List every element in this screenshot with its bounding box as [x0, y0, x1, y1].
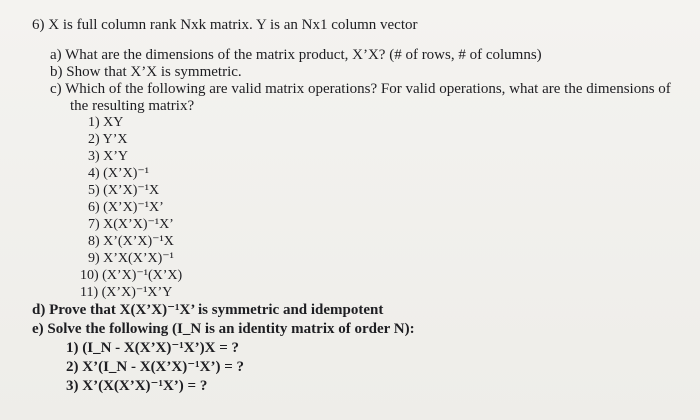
solve-item: 1) (I_N - X(X’X)⁻¹X’)X = ? [66, 340, 240, 356]
operation-item: 3) X’Y [88, 149, 129, 164]
operation-item: 10) (X’X)⁻¹(X’X) [80, 268, 183, 283]
operation-item: 1) XY [88, 115, 124, 130]
part-c: c) Which of the following are valid matrix operations? For valid operations, what are the dimensions of [50, 81, 671, 97]
operation-item: 8) X’(X’X)⁻¹X [88, 234, 174, 249]
operation-item: 5) (X’X)⁻¹X [88, 183, 160, 198]
part-c-continuation: the resulting matrix? [70, 98, 195, 114]
part-d: d) Prove that X(X’X)⁻¹X’ is symmetric and idempotent [32, 302, 384, 318]
operation-item: 11) (X’X)⁻¹X’Y [80, 285, 173, 300]
operation-item: 4) (X’X)⁻¹ [88, 166, 149, 181]
operation-item: 6) (X’X)⁻¹X’ [88, 200, 164, 215]
part-b: b) Show that X’X is symmetric. [50, 64, 242, 80]
solve-item: 2) X’(I_N - X(X’X)⁻¹X’) = ? [66, 359, 245, 375]
part-a: a) What are the dimensions of the matrix product, X’X? (# of rows, # of columns) [50, 47, 542, 63]
problem-header: 6) X is full column rank Nxk matrix. Y is an Nx1 column vector [32, 17, 418, 33]
operation-item: 2) Y’X [88, 132, 128, 147]
part-e: e) Solve the following (I_N is an identity matrix of order N): [32, 321, 415, 337]
operation-item: 9) X’X(X’X)⁻¹ [88, 251, 174, 266]
solve-item: 3) X’(X(X’X)⁻¹X’) = ? [66, 378, 208, 394]
operation-item: 7) X(X’X)⁻¹X’ [88, 217, 174, 232]
